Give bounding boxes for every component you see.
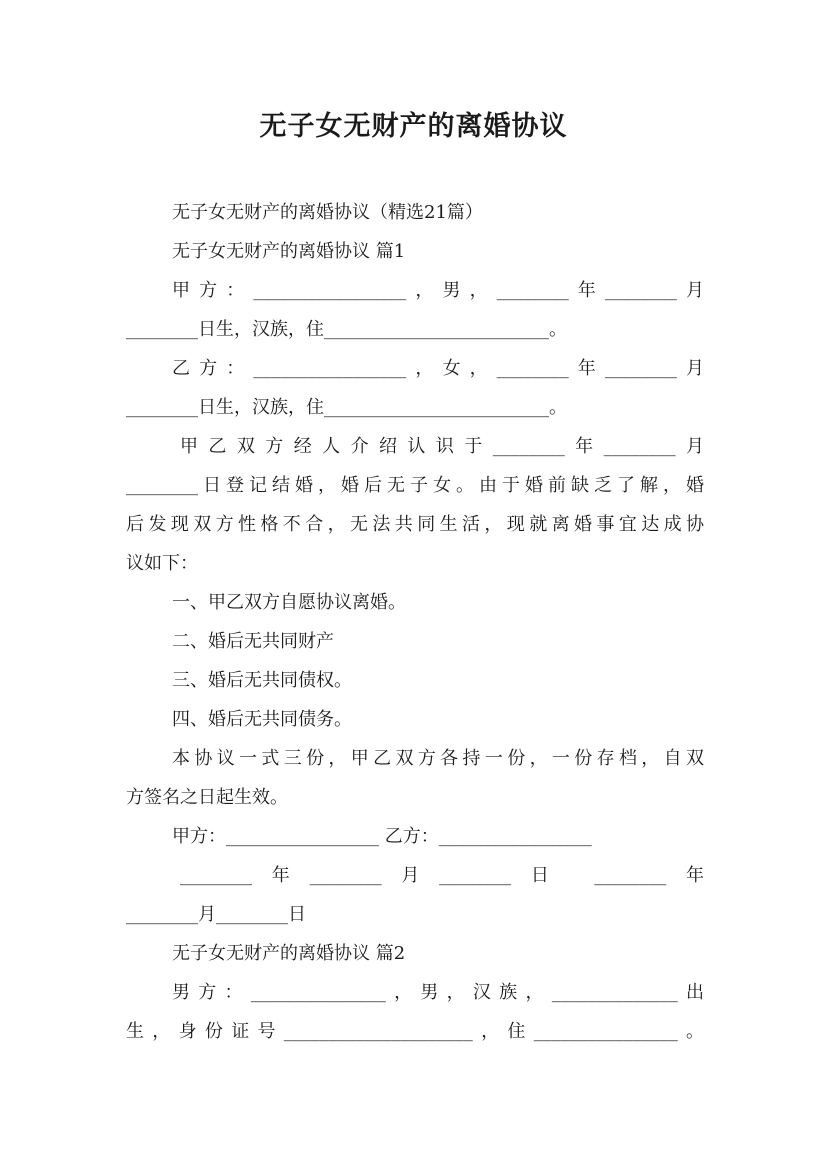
signature-line: 甲方：_________________ 乙方：_________________ xyxy=(172,826,592,847)
clause-2: 二、婚后无共同财产 xyxy=(172,631,334,652)
section-heading-2: 无子女无财产的离婚协议 篇2 xyxy=(172,943,406,964)
party-a-line: 甲方：_________________，男，________年________月 xyxy=(172,280,704,301)
party-b-line-cont: ________日生，汉族，住_________________________。 xyxy=(126,397,567,418)
clause-1: 一、甲乙双方自愿协议离婚。 xyxy=(172,592,406,613)
marriage-line-2: ________日登记结婚，婚后无子女。由于婚前缺乏了解，婚 xyxy=(126,475,704,496)
copies-line-cont: 方签名之日起生效。 xyxy=(126,787,288,808)
copies-line: 本协议一式三份，甲乙双方各持一份，一份存档，自双 xyxy=(172,748,704,769)
clause-4: 四、婚后无共同债务。 xyxy=(172,709,352,730)
marriage-line-4: 议如下： xyxy=(126,553,198,574)
marriage-line-3: 后发现双方性格不合，无法共同生活，现就离婚事宜达成协 xyxy=(126,514,704,535)
date-line: ________年________月________日 ________年 xyxy=(180,865,704,886)
male-party-line-cont: 生，身份证号_____________________，住________________。 xyxy=(126,1021,704,1042)
party-a-line-cont: ________日生，汉族，住_________________________。 xyxy=(126,319,567,340)
male-party-line: 男方：_______________，男，汉族，______________出 xyxy=(172,982,704,1003)
clause-3: 三、婚后无共同债权。 xyxy=(172,670,352,691)
document-title: 无子女无财产的离婚协议 xyxy=(259,111,568,142)
subtitle-line: 无子女无财产的离婚协议（精选21篇） xyxy=(172,202,483,223)
section-heading-1: 无子女无财产的离婚协议 篇1 xyxy=(172,241,406,262)
document-body xyxy=(126,193,704,1051)
date-line-cont: ________月________日 xyxy=(126,904,306,925)
party-b-line: 乙方：_________________，女，________年________月 xyxy=(172,358,704,379)
marriage-intro-line: 甲乙双方经人介绍认识于________年________月 xyxy=(180,436,704,457)
